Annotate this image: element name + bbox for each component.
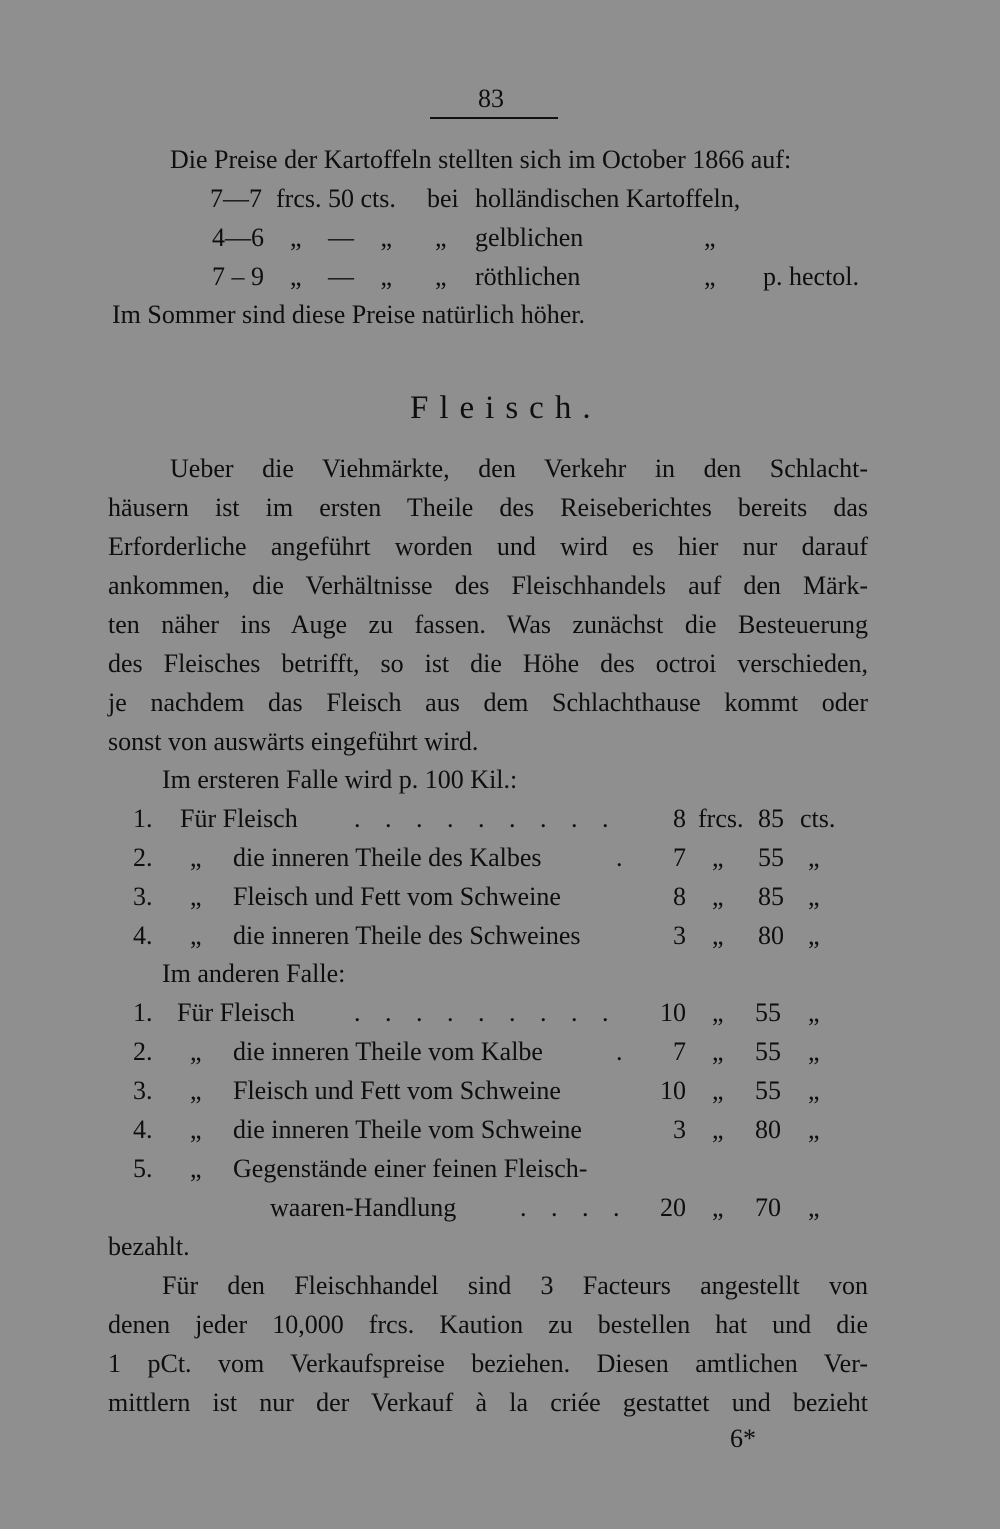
frcs-value: 8 <box>673 882 686 911</box>
page-number: 83 <box>478 84 504 113</box>
item-number: 3. <box>133 882 153 911</box>
paragraph-line: je nachdem das Fleisch aus dem Schlachthause kommt oder <box>108 688 868 717</box>
cts-unit: „ <box>808 882 820 911</box>
item-number: 2. <box>133 843 153 872</box>
frcs-value: 3 <box>673 1115 686 1144</box>
prices-intro: Die Preise der Kartoffeln stellten sich im October 1866 auf: <box>170 145 792 174</box>
frcs-value: 20 <box>660 1193 686 1222</box>
price-unit: „ — „ <box>290 223 393 252</box>
price-prep: „ <box>435 262 447 291</box>
ditto-mark: „ <box>190 843 202 872</box>
item-number: 4. <box>133 921 153 950</box>
cts-value: 55 <box>755 1076 781 1105</box>
paragraph-line: mittlern ist nur der Verkauf à la criée gestattet und bezieht <box>108 1388 868 1417</box>
paragraph-line: sonst von auswärts eingeführt wird. <box>108 727 479 756</box>
paragraph-line: Ueber die Viehmärkte, den Verkehr in den Schlacht- <box>170 454 868 483</box>
ditto-mark: „ <box>190 1037 202 1066</box>
frcs-value: 3 <box>673 921 686 950</box>
frcs-value: 10 <box>660 1076 686 1105</box>
cts-value: 85 <box>758 804 784 833</box>
frcs-unit: frcs. <box>698 804 744 833</box>
price-prep: „ <box>435 223 447 252</box>
paragraph-line: ankommen, die Verhältnisse des Fleischhandels auf den Märk- <box>108 571 868 600</box>
frcs-value: 7 <box>673 843 686 872</box>
price-kind: gelblichen <box>475 223 584 252</box>
item-number: 4. <box>133 1115 153 1144</box>
leader-dots: . <box>616 843 632 872</box>
leader-dots: . . . . . . . . . <box>354 998 618 1027</box>
item-label: die inneren Theile vom Kalbe <box>233 1037 543 1066</box>
frcs-unit: „ <box>712 998 724 1027</box>
item-label: Fleisch und Fett vom Schweine <box>233 1076 561 1105</box>
paragraph-line: ten näher ins Auge zu fassen. Was zunächst die Besteuerung <box>108 610 868 639</box>
cts-unit: „ <box>808 1037 820 1066</box>
item-label: die inneren Theile des Schweines <box>233 921 581 950</box>
frcs-unit: „ <box>712 1193 724 1222</box>
item-label: Für Fleisch <box>177 998 295 1027</box>
ditto-mark: „ <box>190 882 202 911</box>
item-number: 2. <box>133 1037 153 1066</box>
price-kind: röthlichen <box>475 262 581 291</box>
leader-dots: . . . . . . . . . <box>354 804 618 833</box>
price-unit: „ — „ <box>290 262 393 291</box>
cts-value: 55 <box>758 843 784 872</box>
price-kind: holländischen Kartoffeln, <box>475 184 741 213</box>
frcs-unit: „ <box>712 1115 724 1144</box>
cts-unit: „ <box>808 921 820 950</box>
paragraph-line: denen jeder 10,000 frcs. Kaution zu bestellen hat und die <box>108 1310 868 1339</box>
frcs-unit: „ <box>712 1076 724 1105</box>
cts-value: 80 <box>755 1115 781 1144</box>
frcs-value: 8 <box>673 804 686 833</box>
paragraph-line: häusern ist im ersten Theile des Reiseberichtes bereits das <box>108 493 868 522</box>
case2-intro: Im anderen Falle: <box>162 959 346 988</box>
price-range: 4—6 <box>212 223 264 252</box>
price-unit-note: p. hectol. <box>763 262 860 291</box>
frcs-value: 7 <box>673 1037 686 1066</box>
leader-dots: . . . . <box>520 1193 629 1222</box>
price-ditto-mark: „ <box>704 223 716 252</box>
item-label: die inneren Theile des Kalbes <box>233 843 542 872</box>
frcs-unit: „ <box>712 882 724 911</box>
price-prep: bei <box>427 184 459 213</box>
cts-unit: „ <box>808 998 820 1027</box>
item-number: 1. <box>133 804 153 833</box>
leader-dots: . <box>616 1037 632 1066</box>
item-number: 3. <box>133 1076 153 1105</box>
item-label: die inneren Theile vom Schweine <box>233 1115 582 1144</box>
item-number: 5. <box>133 1154 153 1183</box>
paragraph-line: 1 pCt. vom Verkaufspreise beziehen. Diesen amtlichen Ver- <box>108 1349 868 1378</box>
price-ditto-mark: „ <box>704 262 716 291</box>
frcs-unit: „ <box>712 843 724 872</box>
ditto-mark: „ <box>190 1076 202 1105</box>
paragraph-line: Für den Fleischhandel sind 3 Facteurs angestellt von <box>162 1271 868 1300</box>
ditto-mark: „ <box>190 921 202 950</box>
price-range: 7 – 9 <box>212 262 264 291</box>
case2-closing: bezahlt. <box>108 1232 190 1261</box>
item-label: Für Fleisch <box>180 804 298 833</box>
cts-unit: „ <box>808 843 820 872</box>
frcs-value: 10 <box>660 998 686 1027</box>
ditto-mark: „ <box>190 1115 202 1144</box>
cts-unit: „ <box>808 1115 820 1144</box>
frcs-unit: „ <box>712 1037 724 1066</box>
cts-value: 70 <box>755 1193 781 1222</box>
item-label: Gegenstände einer feinen Fleisch- <box>233 1154 588 1183</box>
item-label: waaren-Handlung <box>270 1193 457 1222</box>
frcs-unit: „ <box>712 921 724 950</box>
section-heading: Fleisch. <box>410 390 602 426</box>
paragraph-line: des Fleisches betrifft, so ist die Höhe des octroi verschieden, <box>108 649 868 678</box>
price-range: 7—7 <box>210 184 262 213</box>
signature-mark: 6* <box>730 1424 756 1453</box>
cts-value: 85 <box>758 882 784 911</box>
header-rule <box>430 117 558 119</box>
cts-unit: „ <box>808 1193 820 1222</box>
price-unit: frcs. 50 cts. <box>276 184 396 213</box>
prices-summer-note: Im Sommer sind diese Preise natürlich höher. <box>112 300 585 329</box>
cts-value: 55 <box>755 1037 781 1066</box>
item-label: Fleisch und Fett vom Schweine <box>233 882 561 911</box>
paragraph-line: Erforderliche angeführt worden und wird es hier nur darauf <box>108 532 868 561</box>
cts-unit: „ <box>808 1076 820 1105</box>
ditto-mark: „ <box>190 1154 202 1183</box>
cts-value: 55 <box>755 998 781 1027</box>
cts-value: 80 <box>758 921 784 950</box>
item-number: 1. <box>133 998 153 1027</box>
case1-intro: Im ersteren Falle wird p. 100 Kil.: <box>162 765 518 794</box>
cts-unit: cts. <box>800 804 836 833</box>
